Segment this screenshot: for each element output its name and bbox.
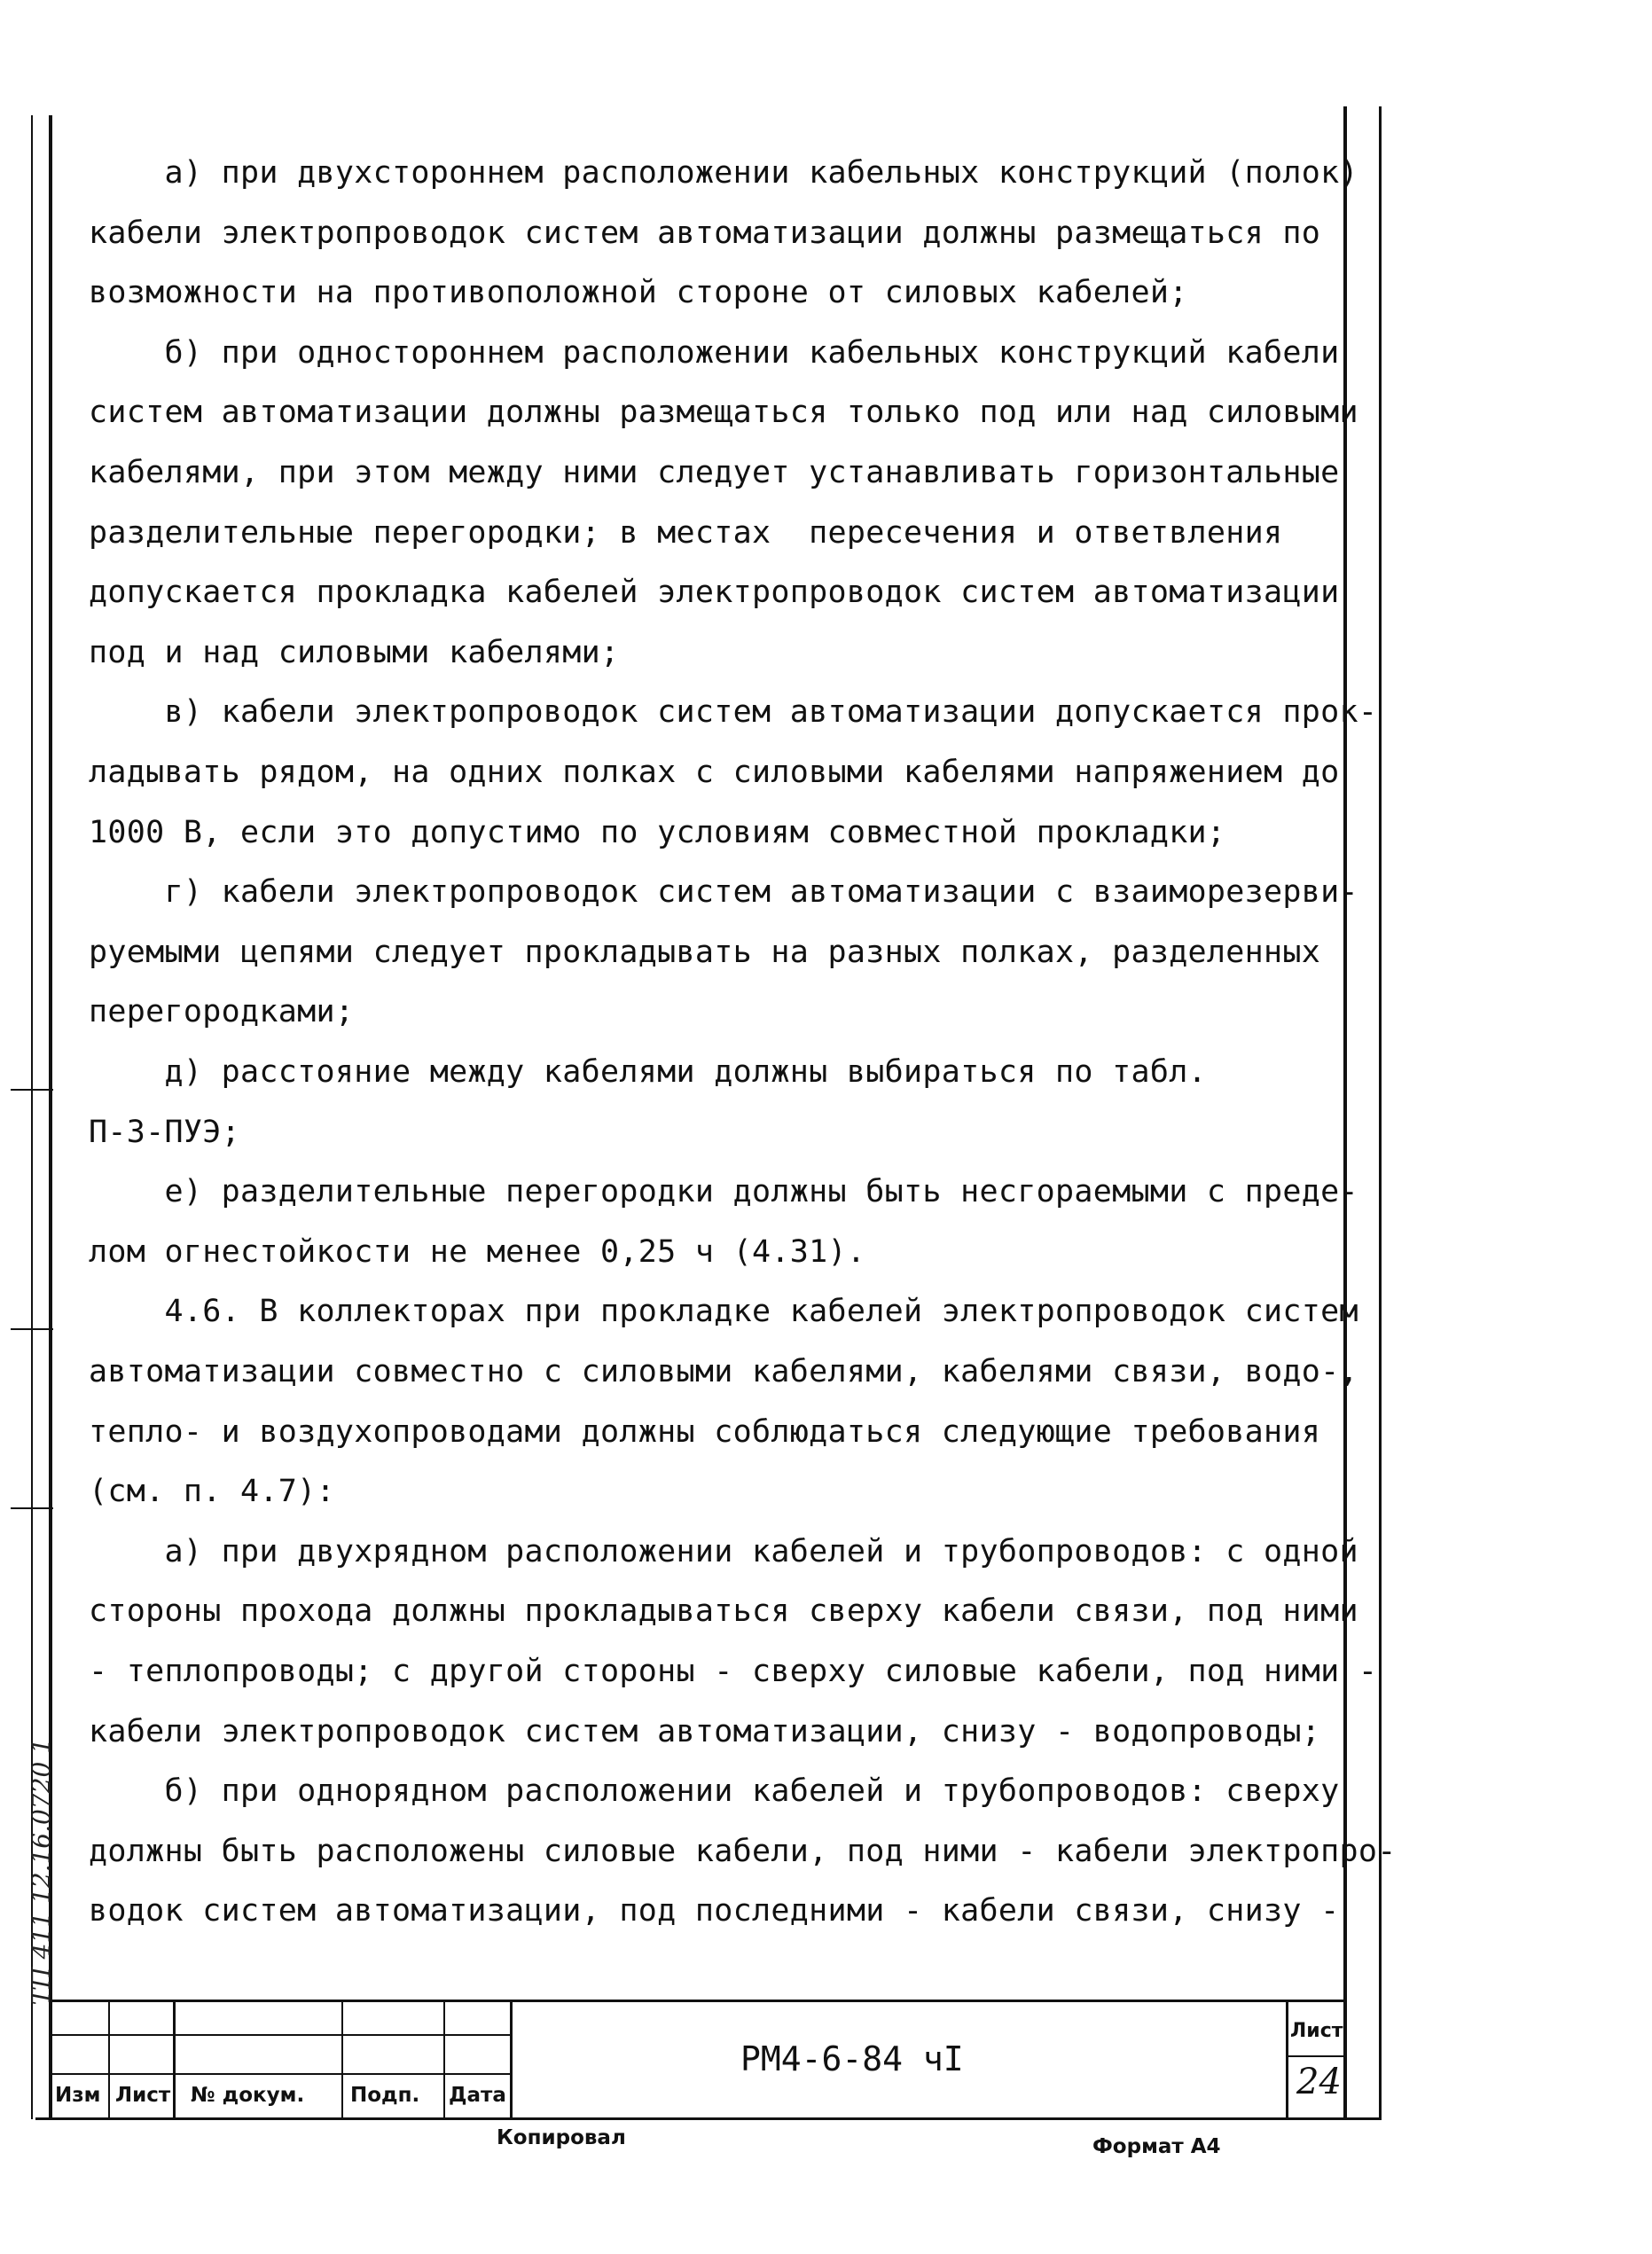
text-line: автоматизации совместно с силовыми кабелями, кабелями связи, водо-, [89,1354,1358,1389]
text-line: а) при двухстороннем расположении кабельных конструкций (полок) [89,155,1358,191]
sheet-label: Лист [1290,2020,1343,2042]
text-line: а) при двухрядном расположении кабелей и трубопроводов: с одной [89,1534,1358,1569]
text-line: в) кабели электропроводок систем автоматизации допускается прок- [89,694,1378,730]
text-line: водок систем автоматизации, под последними - кабели связи, снизу - [89,1893,1340,1929]
document-designation: РМ4-6-84 чI [740,2039,964,2078]
text-line: кабелями, при этом между ними следует устанавливать горизонтальные [89,455,1340,490]
text-line: должны быть расположены силовые кабели, под ними - кабели электропро- [89,1834,1397,1869]
text-line: 4.6. В коллекторах при прокладке кабелей электропроводок систем [89,1294,1358,1329]
text-line: 1000 В, если это допустимо по условиям совместной прокладки; [89,815,1226,850]
text-line: стороны прохода должны прокладываться сверху кабели связи, под ними [89,1593,1358,1629]
text-line: руемыми цепями следует прокладывать на разных полках, разделенных [89,935,1321,970]
text-line: - теплопроводы; с другой стороны - сверху силовые кабели, под ними - [89,1654,1378,1689]
izm-label: Изм [55,2084,101,2107]
doc-number-label: № докум. [191,2084,305,2107]
sheet-number: 24 [1296,2062,1342,2102]
text-line: кабели электропроводок систем автоматизации, снизу - водопроводы; [89,1714,1321,1749]
frame-outer-right-line [1379,106,1382,2119]
page-format-label: Формат А4 [1092,2135,1221,2158]
text-line: возможности на противоположной стороне от силовых кабелей; [89,275,1188,310]
text-line: систем автоматизации должны размещаться только под или над силовыми [89,395,1358,430]
date-label: Дата [449,2084,506,2107]
text-line: перегородками; [89,994,355,1029]
text-line: е) разделительные перегородки должны быть несгораемыми с преде- [89,1174,1358,1209]
text-line: (см. п. 4.7): [89,1474,335,1509]
list-label: Лист [115,2084,171,2107]
signature-label: Подп. [350,2084,420,2107]
text-line: г) кабели электропроводок систем автоматизации с взаиморезерви- [89,874,1358,910]
text-line: под и над силовыми кабелями; [89,635,620,670]
text-line: б) при однорядном расположении кабелей и трубопроводов: сверху [89,1773,1340,1809]
text-line: разделительные перегородки; в местах пересечения и ответвления [89,515,1283,551]
margin-tick [11,1089,53,1091]
copied-by-label: Копировал [497,2126,626,2149]
frame-bottom-line [35,2117,1382,2120]
margin-tick [11,1328,53,1330]
text-line: П-3-ПУЭ; [89,1115,240,1150]
text-line: тепло- и воздухопроводами должны соблюдаться следующие требования [89,1414,1321,1450]
text-line: д) расстояние между кабелями должны выбираться по табл. [89,1054,1207,1090]
margin-tick [11,1507,53,1509]
text-line: кабели электропроводок систем автоматизации должны размещаться по [89,215,1321,251]
text-line: лом огнестойкости не менее 0,25 ч (4.31). [89,1234,866,1270]
text-line: б) при одностороннем расположении кабельных конструкций кабели [89,335,1340,371]
text-line: допускается прокладка кабелей электропроводок систем автоматизации [89,575,1340,610]
inventory-stamp: ТП 411 12.16.0720 1 [27,1738,56,2006]
text-line: ладывать рядом, на одних полках с силовыми кабелями напряжением до [89,755,1340,790]
